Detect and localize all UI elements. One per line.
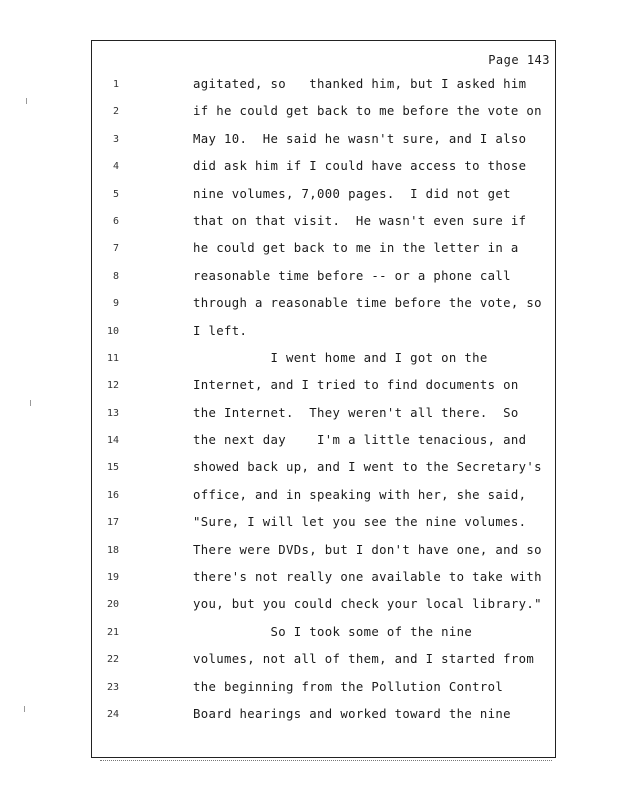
line-number: 10 [106, 325, 119, 337]
transcript-line [91, 208, 556, 235]
line-number: 8 [112, 270, 119, 282]
line-number: 2 [112, 106, 119, 118]
line-number: 4 [112, 161, 119, 173]
transcript-line [91, 619, 556, 646]
line-number: 16 [106, 489, 119, 501]
line-number: 15 [106, 462, 119, 474]
transcript-line [91, 646, 556, 673]
line-number: 23 [106, 681, 119, 693]
transcript-line [91, 126, 556, 153]
transcript-line [91, 235, 556, 262]
transcript-line [91, 537, 556, 564]
line-text: May 10. He said he wasn't sure, and I also [193, 131, 527, 146]
page-number: Page 143 [488, 53, 550, 67]
margin-mark [30, 400, 34, 406]
line-number: 17 [106, 517, 119, 529]
transcript-line [91, 482, 556, 509]
line-text: you, but you could check your local library." [193, 597, 542, 612]
line-text: There were DVDs, but I don't have one, and so [193, 542, 542, 557]
transcript-line [91, 454, 556, 481]
transcript-line [91, 71, 556, 98]
line-text: I went home and I got on the [193, 350, 488, 365]
line-number: 7 [112, 243, 119, 255]
transcript-line [91, 509, 556, 536]
line-number: 1 [112, 79, 119, 90]
transcript-line [91, 564, 556, 591]
line-number: 5 [112, 188, 119, 200]
transcript-line [91, 290, 556, 317]
margin-mark [24, 706, 28, 712]
line-number: 24 [106, 708, 119, 720]
line-text: Board hearings and worked toward the nine [193, 706, 511, 721]
line-text: the Internet. They weren't all there. So [193, 405, 519, 420]
transcript-line [91, 98, 556, 125]
line-number: 22 [106, 654, 119, 666]
line-text: Internet, and I tried to find documents on [193, 378, 519, 393]
transcript-line [91, 701, 556, 728]
line-text: volumes, not all of them, and I started from [193, 652, 535, 667]
line-number: 19 [106, 572, 119, 584]
line-number: 12 [106, 380, 119, 392]
line-text: showed back up, and I went to the Secretary's [193, 460, 542, 475]
line-text: he could get back to me in the letter in a [193, 241, 519, 256]
line-number: 20 [106, 599, 119, 611]
transcript-line [91, 400, 556, 427]
transcript-line [91, 345, 556, 372]
line-number: 13 [106, 407, 119, 419]
line-text: if he could get back to me before the vote on [193, 104, 542, 119]
line-number: 9 [112, 298, 119, 310]
transcript-line [91, 372, 556, 399]
line-number: 18 [106, 544, 119, 556]
line-number: 14 [106, 435, 119, 447]
line-text: through a reasonable time before the vote, so [193, 296, 542, 311]
transcript-line [91, 591, 556, 618]
bottom-dotted-rule [100, 760, 552, 761]
transcript-line [91, 427, 556, 454]
line-text: "Sure, I will let you see the nine volumes. [193, 515, 527, 530]
line-text: that on that visit. He wasn't even sure if [193, 213, 527, 228]
line-text: I left. [193, 323, 248, 338]
line-number: 3 [112, 133, 119, 145]
line-text: reasonable time before -- or a phone call [193, 268, 511, 283]
line-text: the beginning from the Pollution Control [193, 679, 504, 694]
line-text: So I took some of the nine [193, 624, 473, 639]
transcript-line [91, 263, 556, 290]
line-number: 11 [106, 352, 119, 364]
line-text: there's not really one available to take with [193, 570, 542, 585]
line-number: 21 [106, 626, 119, 638]
transcript-body [91, 71, 556, 728]
transcript-line [91, 181, 556, 208]
transcript-line [91, 674, 556, 701]
line-number: 6 [112, 215, 119, 227]
transcript-line [91, 153, 556, 180]
line-text: did ask him if I could have access to those [193, 159, 527, 174]
line-text: nine volumes, 7,000 pages. I did not get [193, 186, 511, 201]
line-text: the next day I'm a little tenacious, and [193, 433, 527, 448]
transcript-line [91, 318, 556, 345]
line-text: office, and in speaking with her, she said, [193, 487, 527, 502]
line-text: agitated, so thanked him, but I asked him [193, 77, 527, 91]
margin-mark [26, 98, 30, 104]
